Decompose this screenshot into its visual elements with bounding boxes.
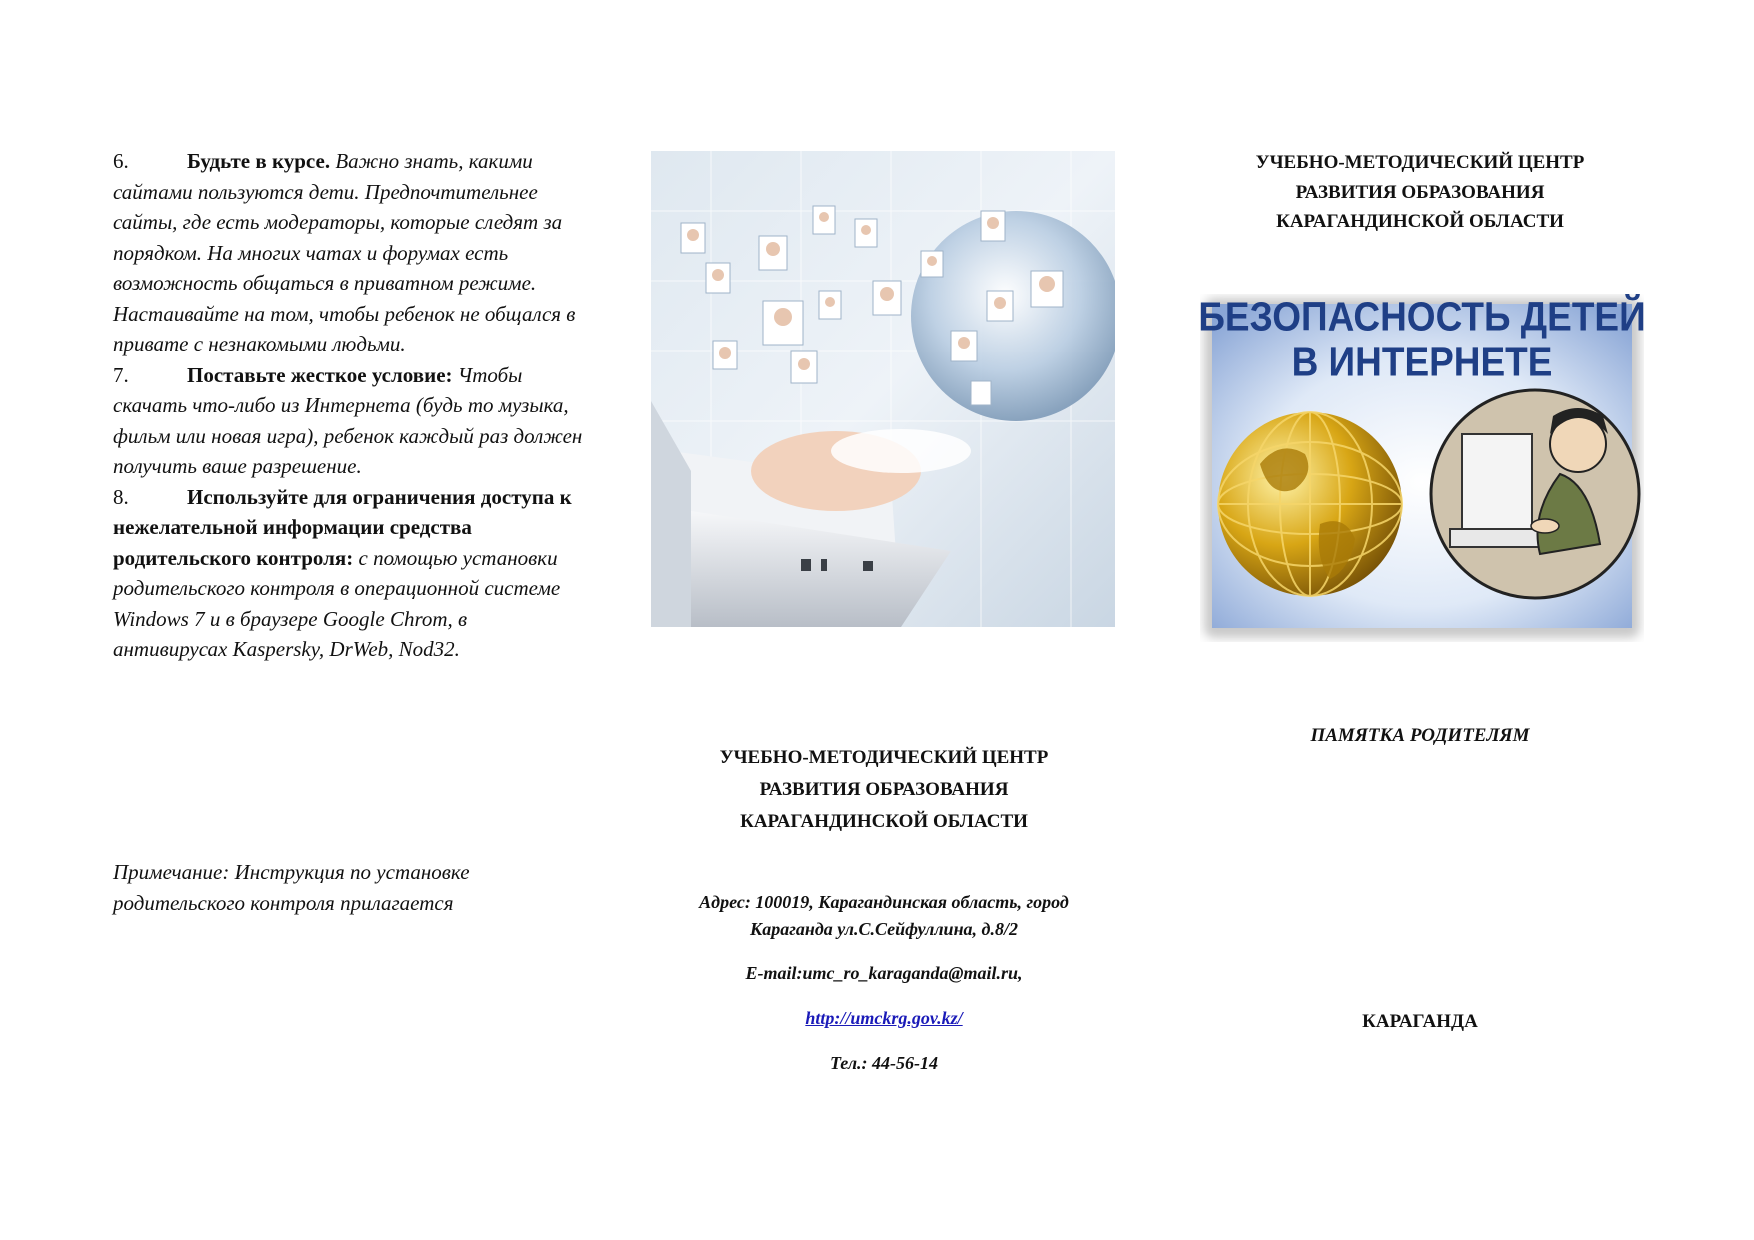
memo-title: ПАМЯТКА РОДИТЕЛЯМ xyxy=(1310,725,1530,746)
address-line-2: Караганда ул.С.Сейфуллина, д.8/2 xyxy=(750,919,1018,939)
poster-title-line-2: В ИНТЕРНЕТЕ xyxy=(1291,339,1553,385)
address-line-1: Адрес: 100019, Карагандинская область, город xyxy=(699,892,1069,912)
gold-globe-icon xyxy=(1218,412,1402,596)
laptop-network-illustration xyxy=(651,151,1115,627)
tip-7 xyxy=(113,360,583,482)
tip-7-number: 7. xyxy=(113,362,129,387)
child-at-computer-icon xyxy=(1431,390,1639,598)
middle-organization-name xyxy=(640,742,1128,838)
tip-7-text: Чтобы скачать что-либо из Интернета (будь то музыка, фильм или новая игра), ребенок каждый раз должен получить ваше разрешение. xyxy=(113,362,583,478)
city-name: КАРАГАНДА xyxy=(1362,1011,1478,1032)
tip-8 xyxy=(113,482,583,665)
middle-org-line-1: УЧЕБНО-МЕТОДИЧЕСКИЙ ЦЕНТР xyxy=(719,747,1049,768)
address xyxy=(640,889,1128,943)
tip-8-number: 8. xyxy=(113,484,129,509)
tip-6-text: Важно знать, какими сайтами пользуются дети. Предпочтительнее сайты, где есть модераторы, которые следят за порядком. На многих чатах и форумах есть возможность общаться в приватном режиме. Настаивайте на том, чтобы ребенок не общался в привате с незнакомыми людьми. xyxy=(113,149,576,356)
right-org-line-1: УЧЕБНО-МЕТОДИЧЕСКИЙ ЦЕНТР xyxy=(1255,152,1585,173)
note: Примечание: Инструкция по установке родительского контроля прилагается xyxy=(113,860,470,915)
tip-6-number: 6. xyxy=(113,149,129,173)
tip-7-heading: Поставьте жесткое условие: xyxy=(187,362,453,387)
website-link[interactable]: http://umckrg.gov.kz/ xyxy=(805,1008,963,1028)
right-org-line-3: КАРАГАНДИНСКОЙ ОБЛАСТИ xyxy=(1276,211,1564,232)
laptop-network-photo xyxy=(651,151,1115,627)
website xyxy=(640,1008,1128,1029)
phone: Тел.: 44-56-14 xyxy=(829,1053,939,1073)
middle-org-line-3: КАРАГАНДИНСКОЙ ОБЛАСТИ xyxy=(740,811,1028,832)
tip-8-text: с помощью установки родительского контроля в операционной системе Windows 7 и в браузере Google Chrom, в антивирусах Kaspersky, DrWeb, Nod32. xyxy=(113,545,561,661)
right-organization-name xyxy=(1215,148,1625,237)
poster-illustration xyxy=(1200,294,1644,642)
middle-org-line-2: РАЗВИТИЯ ОБРАЗОВАНИЯ xyxy=(759,779,1009,800)
left-column xyxy=(113,146,583,665)
tip-6-heading: Будьте в курсе. xyxy=(187,149,331,173)
contacts-block xyxy=(640,889,1128,1074)
right-org-line-2: РАЗВИТИЯ ОБРАЗОВАНИЯ xyxy=(1295,181,1545,203)
internet-safety-poster xyxy=(1200,294,1644,642)
tip-6 xyxy=(113,146,583,360)
tip-8-heading: Используйте для ограничения доступа к нежелательной информации средства родительского контроля: xyxy=(113,484,572,570)
poster-title-line-1: БЕЗОПАСНОСТЬ ДЕТЕЙ xyxy=(1200,294,1644,340)
email: E-mail:umc_ro_karaganda@mail.ru, xyxy=(745,963,1023,983)
